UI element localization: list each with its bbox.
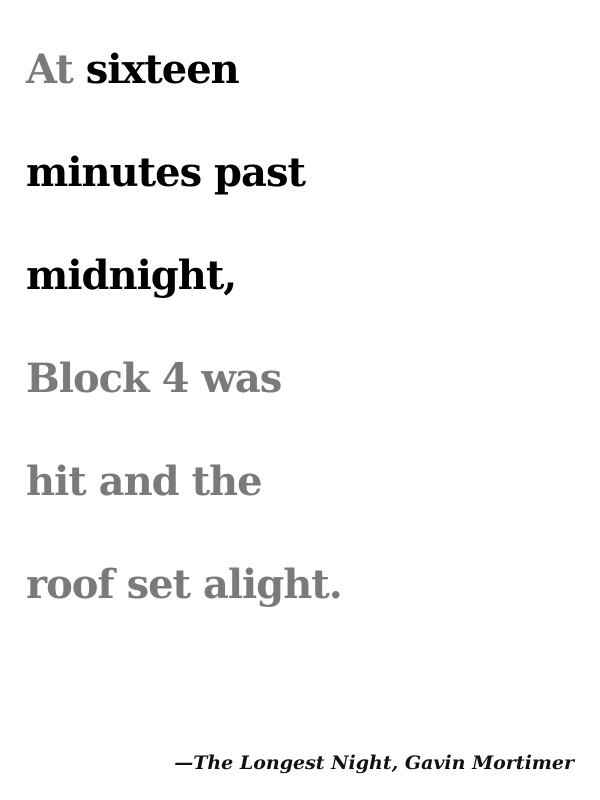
quote-line-5 xyxy=(26,430,586,533)
quote-line-1 xyxy=(26,18,586,121)
quote-line-3 xyxy=(26,224,586,327)
quote-block xyxy=(26,18,586,636)
quote-attribution: —The Longest Night, Gavin Mortimer xyxy=(174,752,574,774)
quote-segment: hit and the xyxy=(26,458,262,505)
quote-line-2 xyxy=(26,121,586,224)
quote-segment-emphasis: midnight, xyxy=(26,252,237,299)
quote-segment: Block 4 was xyxy=(26,355,282,402)
quote-segment-emphasis: minutes past xyxy=(26,149,305,196)
quote-segment: roof set alight. xyxy=(26,561,342,608)
quote-segment-emphasis: sixteen xyxy=(85,46,239,93)
quote-line-4 xyxy=(26,327,586,430)
quote-segment: At xyxy=(26,46,86,93)
quote-line-6 xyxy=(26,533,586,636)
